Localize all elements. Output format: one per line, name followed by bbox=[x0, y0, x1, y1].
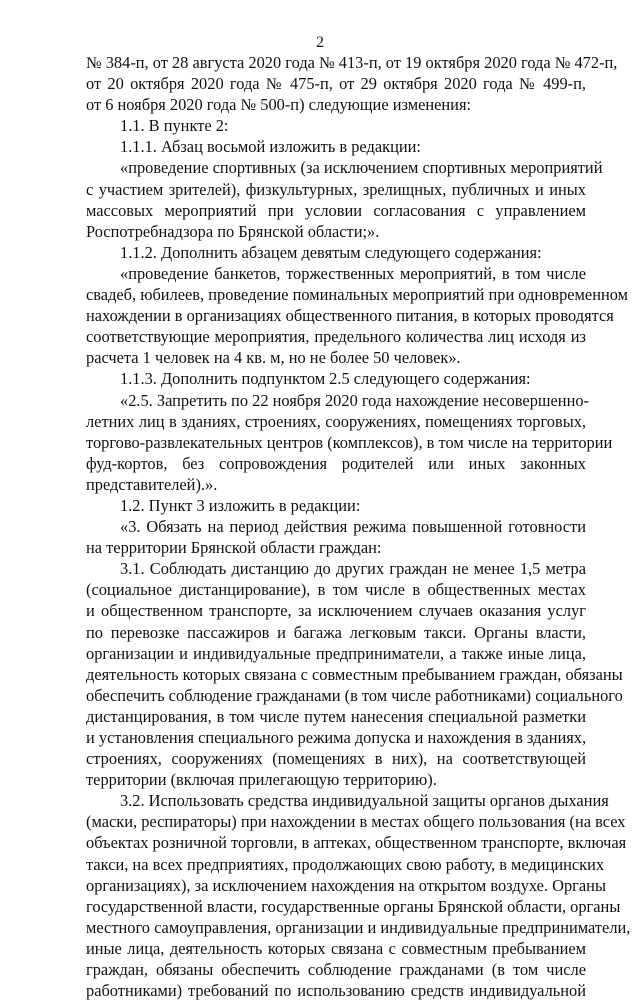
text-line: иные лица, деятельность которых связана с совместным пребыванием bbox=[86, 938, 586, 958]
text-line: торгово-развлекательных центров (комплексов), в том числе на территории bbox=[86, 432, 613, 452]
text-line: «3. Обязать на период действия режима повышенной готовности bbox=[120, 517, 586, 537]
text-line: по перевозке пассажиров и багажа легковым такси. Органы власти, bbox=[86, 622, 586, 642]
text-line: территории (включая прилегающую территорию). bbox=[86, 770, 437, 790]
text-line: организации и индивидуальные предприниматели, а также иные лица, bbox=[86, 643, 586, 663]
text-line: 1.1. В пункте 2: bbox=[120, 116, 229, 136]
text-line: 3.1. Соблюдать дистанцию до других граждан не менее 1,5 метра bbox=[120, 559, 586, 579]
document-body bbox=[86, 52, 631, 1001]
text-line: представителей).». bbox=[86, 474, 218, 494]
text-line: «проведение банкетов, торжественных мероприятий, в том числе bbox=[120, 263, 586, 283]
text-line: и установления специального режима допуска и нахождения в зданиях, bbox=[86, 728, 587, 747]
text-line: летних лиц в зданиях, строениях, сооружениях, помещениях торговых, bbox=[86, 411, 586, 431]
text-line: такси, на всех предприятиях, продолжающих свою работу, в медицинских bbox=[86, 854, 605, 874]
text-line: 3.2. Использовать средства индивидуальной защиты органов дыхания bbox=[120, 791, 609, 811]
text-line: свадеб, юбилеев, проведение поминальных мероприятий при одновременном bbox=[86, 285, 628, 305]
page-number: 2 bbox=[316, 34, 324, 51]
text-line: нахождении в организациях общественного питания, в которых проводятся bbox=[86, 306, 614, 326]
text-line: № 384-п, от 28 августа 2020 года № 413-п, от 19 октября 2020 года № 472-п, bbox=[86, 53, 618, 72]
text-line: «проведение спортивных (за исключением спортивных мероприятий bbox=[120, 158, 603, 178]
text-line: Роспотребнадзора по Брянской области;». bbox=[86, 221, 380, 241]
text-line: деятельность которых связана с совместным пребыванием граждан, обязаны bbox=[86, 664, 623, 684]
text-line: строениях, сооружениях (помещениях в них), на соответствующей bbox=[86, 749, 586, 769]
text-line: организациях), за исключением нахождения на открытом воздухе. Органы bbox=[86, 875, 606, 895]
text-line: 1.2. Пункт 3 изложить в редакции: bbox=[120, 495, 361, 515]
text-line: «2.5. Запретить по 22 ноября 2020 года нахождение несовершенно- bbox=[120, 390, 589, 410]
text-line: на территории Брянской области граждан: bbox=[86, 538, 382, 558]
text-line: 1.1.3. Дополнить подпунктом 2.5 следующего содержания: bbox=[120, 369, 531, 389]
text-line: расчета 1 человек на 4 кв. м, но не более 50 человек». bbox=[86, 348, 461, 368]
text-line: 1.1.1. Абзац восьмой изложить в редакции: bbox=[120, 137, 421, 157]
text-line: объектах розничной торговли, в аптеках, общественном транспорте, включая bbox=[86, 833, 627, 853]
text-line: (социальное дистанцирование), в том числе в общественных местах bbox=[86, 580, 586, 600]
text-line: соответствующие мероприятия, предельного количества лиц исходя из bbox=[86, 327, 586, 347]
text-line: обеспечить соблюдение гражданами (в том числе работниками) социального bbox=[86, 685, 623, 705]
text-line: фуд-кортов, без сопровождения родителей или иных законных bbox=[86, 453, 586, 473]
text-line: массовых мероприятий при условии согласования с управлением bbox=[86, 200, 586, 220]
text-line: (маски, респираторы) при нахождении в местах общего пользования (на всех bbox=[86, 812, 626, 832]
text-line: с участием зрителей), физкультурных, зрелищных, публичных и иных bbox=[86, 179, 586, 199]
text-line: от 6 ноября 2020 года № 500-п) следующие изменения: bbox=[86, 95, 472, 115]
text-line: работниками) требований по использованию средств индивидуальной bbox=[86, 981, 586, 1001]
text-line: 1.1.2. Дополнить абзацем девятым следующего содержания: bbox=[120, 242, 542, 262]
text-line: и общественном транспорте, за исключением случаев оказания услуг bbox=[86, 601, 586, 621]
text-line: граждан, обязаны обеспечить соблюдение гражданами (в том числе bbox=[86, 960, 586, 980]
text-line: государственной власти, государственные органы Брянской области, органы bbox=[86, 896, 621, 916]
text-line: от 20 октября 2020 года № 475-п, от 29 октября 2020 года № 499-п, bbox=[86, 74, 586, 94]
text-line: дистанцирования, в том числе путем нанесения специальной разметки bbox=[86, 706, 586, 726]
text-line: местного самоуправления, организации и индивидуальные предприниматели, bbox=[86, 917, 631, 937]
